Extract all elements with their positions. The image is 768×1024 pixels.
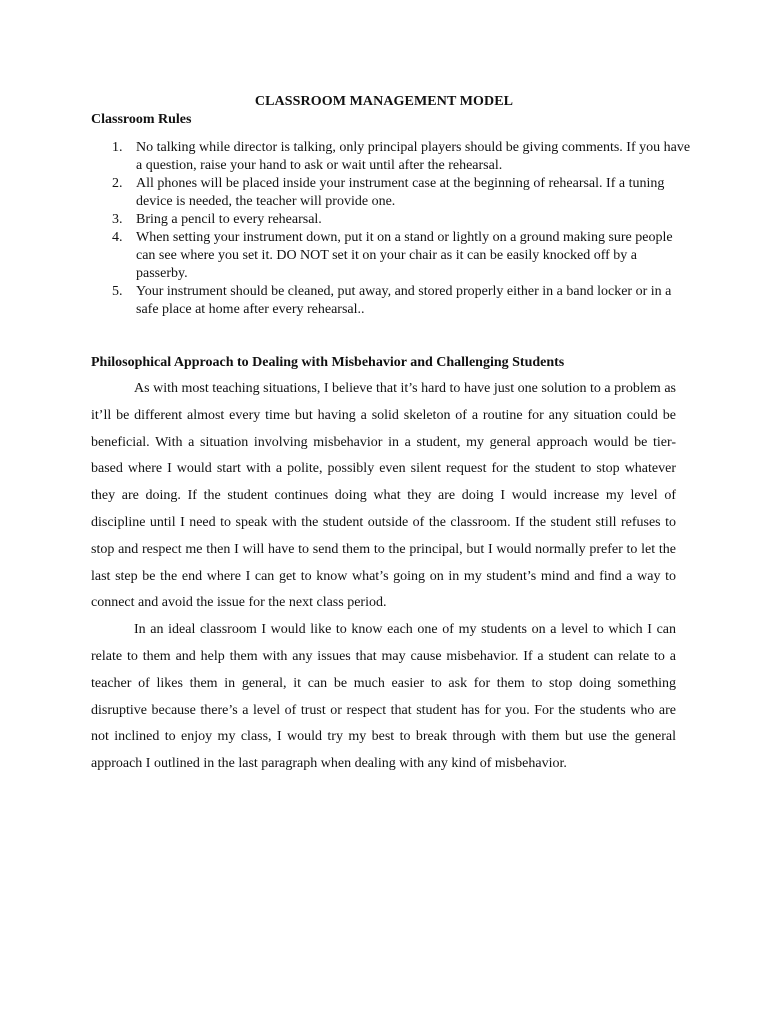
rules-list bbox=[91, 139, 691, 319]
body-paragraph: In an ideal classroom I would like to know each one of my students on a level to which I can relate to them and help them with any issues that may cause misbehavior. If a student can relate to a teacher of likes them in general, it can be much easier to ask for them to stop doing something disruptive because there’s a level of trust or respect that student has for you. For the students who are not inclined to enjoy my class, I would try my best to break through with them but use the general approach I outlined in the last paragraph when dealing with any kind of misbehavior. bbox=[91, 622, 676, 772]
body-paragraph: As with most teaching situations, I believe that it’s hard to have just one solution to a problem as it’ll be different almost every time but having a solid skeleton of a routine for any situation could be beneficial. With a situation involving misbehavior in a student, my general approach would be tier-based where I would start with a polite, possibly even silent request for the student to stop whatever they are doing. If the student continues doing what they are doing I would increase my level of discipline until I need to speak with the student outside of the classroom. If the student still refuses to stop and respect me then I will have to send them to the principal, but I would normally prefer to let the last step be the end where I can get to know what’s going on in my student’s mind and find a way to connect and avoid the issue for the next class period. bbox=[91, 381, 676, 611]
document-title: CLASSROOM MANAGEMENT MODEL bbox=[254, 94, 514, 109]
rule-text: When setting your instrument down, put it on a stand or lightly on a ground making sure people can see where you set it. DO NOT set it on your chair as it can be easily knocked off by a passerby. bbox=[136, 230, 673, 281]
philosophy-heading: Philosophical Approach to Dealing with Misbehavior and Challenging Students bbox=[91, 355, 565, 370]
rule-number: 1. bbox=[112, 140, 123, 155]
rule-number: 3. bbox=[112, 212, 123, 227]
rule-text: Your instrument should be cleaned, put away, and stored properly either in a band locker or in a safe place at home after every rehearsal.. bbox=[136, 284, 672, 317]
rule-item bbox=[91, 175, 691, 211]
rule-text: Bring a pencil to every rehearsal. bbox=[136, 212, 322, 227]
rule-number: 2. bbox=[112, 176, 123, 191]
rule-item bbox=[91, 211, 691, 229]
rule-item bbox=[91, 229, 691, 283]
rule-text: No talking while director is talking, only principal players should be giving comments. If you have a question, raise your hand to ask or wait until after the rehearsal. bbox=[136, 140, 691, 173]
rule-item bbox=[91, 283, 691, 319]
rule-item bbox=[91, 139, 691, 175]
rule-number: 4. bbox=[112, 230, 123, 245]
rule-text: All phones will be placed inside your instrument case at the beginning of rehearsal. If a tuning device is needed, the teacher will provide one. bbox=[136, 176, 665, 209]
rules-heading: Classroom Rules bbox=[91, 112, 192, 127]
philosophy-body bbox=[91, 376, 676, 778]
rule-number: 5. bbox=[112, 284, 123, 299]
